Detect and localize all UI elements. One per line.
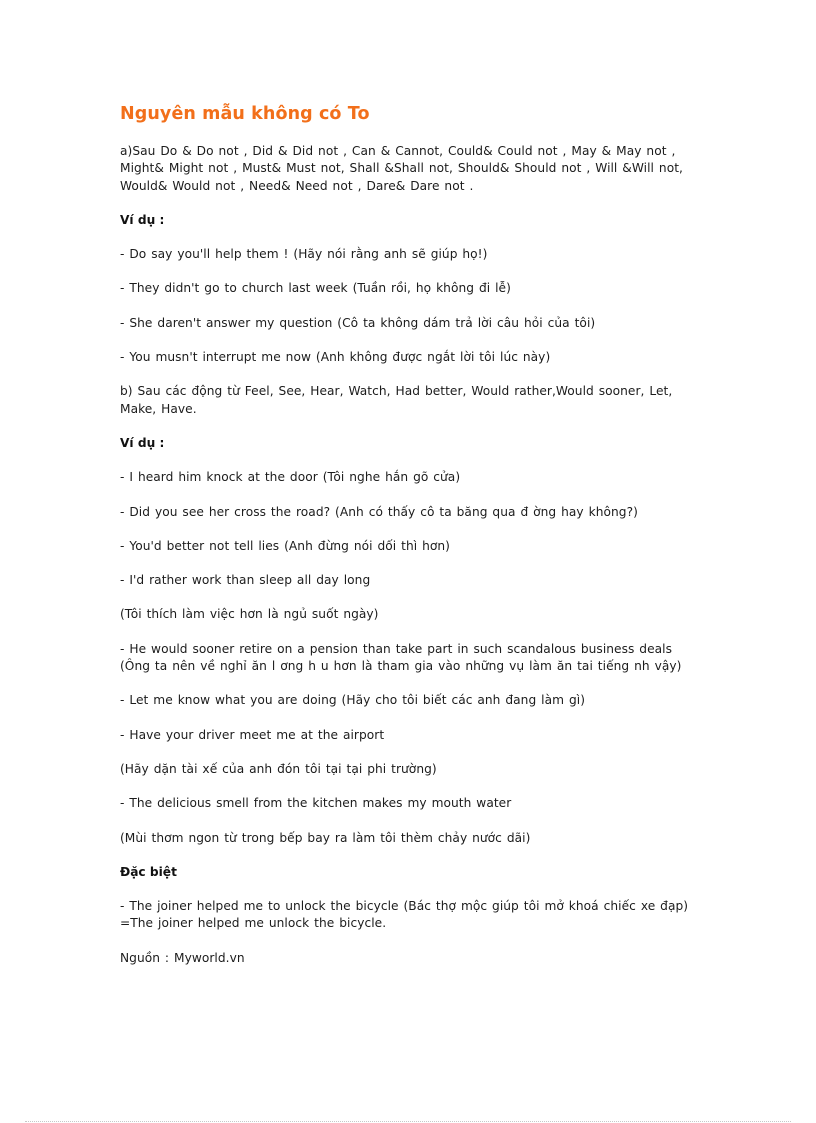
example-line: - I'd rather work than sleep all day long	[120, 573, 371, 588]
example-label: Ví dụ :	[120, 435, 165, 450]
example-line: - Did you see her cross the road? (Anh có thấy cô ta băng qua đ ờng hay không?)	[120, 504, 638, 519]
special-label: Đặc biệt	[120, 864, 177, 879]
example-line: - Have your driver meet me at the airport	[120, 727, 385, 742]
example-line: - Let me know what you are doing (Hãy cho tôi biết các anh đang làm gì)	[120, 693, 585, 708]
source-line: Nguồn : Myworld.vn	[120, 950, 245, 965]
example-line: - You musn't interrupt me now (Anh không được ngắt lời tôi lúc này)	[120, 350, 551, 365]
example-line: - I heard him knock at the door (Tôi nghe hắn gõ cửa)	[120, 470, 461, 485]
example-line: - He would sooner retire on a pension than take part in such scandalous business deals (Ông ta nên về nghỉ ăn l ơng h u hơn là tham gia vào những vụ làm ăn tai tiếng nh vậy)	[120, 641, 682, 674]
example-line: - The delicious smell from the kitchen makes my mouth water	[120, 796, 512, 811]
document-title: Nguyên mẫu không có To	[120, 104, 370, 124]
rule-b-paragraph: b) Sau các động từ Feel, See, Hear, Watch, Had better, Would rather,Would sooner, Let, Make, Have.	[120, 384, 673, 416]
special-example: - The joiner helped me to unlock the bicycle (Bác thợ mộc giúp tôi mở khoá chiếc xe đạp) =The joiner helped me unlock the bicycle.	[120, 899, 689, 931]
example-translation: (Tôi thích làm việc hơn là ngủ suốt ngày)	[120, 607, 379, 622]
example-line: - Do say you'll help them ! (Hãy nói rằng anh sẽ giúp họ!)	[120, 247, 488, 262]
example-label: Ví dụ :	[120, 212, 165, 227]
page-footer-divider	[25, 1121, 791, 1122]
example-line: - She daren't answer my question (Cô ta không dám trả lời câu hỏi của tôi)	[120, 315, 596, 330]
example-line: - They didn't go to church last week (Tuần rồi, họ không đi lễ)	[120, 281, 511, 296]
document-page	[120, 102, 695, 984]
example-translation: (Hãy dặn tài xế của anh đón tôi tại tại phi trường)	[120, 761, 437, 776]
example-translation: (Mùi thơm ngon từ trong bếp bay ra làm tôi thèm chảy nước dãi)	[120, 830, 531, 845]
example-line: - You'd better not tell lies (Anh đừng nói dối thì hơn)	[120, 538, 450, 553]
rule-a-paragraph: a)Sau Do & Do not , Did & Did not , Can & Cannot, Could& Could not , May & May not , Might& Might not , Must& Must not, Shall &Shall not, Should& Should not , Will &Will not, Would& Would not , Need& Need not , Dare& Dare not .	[120, 144, 683, 193]
